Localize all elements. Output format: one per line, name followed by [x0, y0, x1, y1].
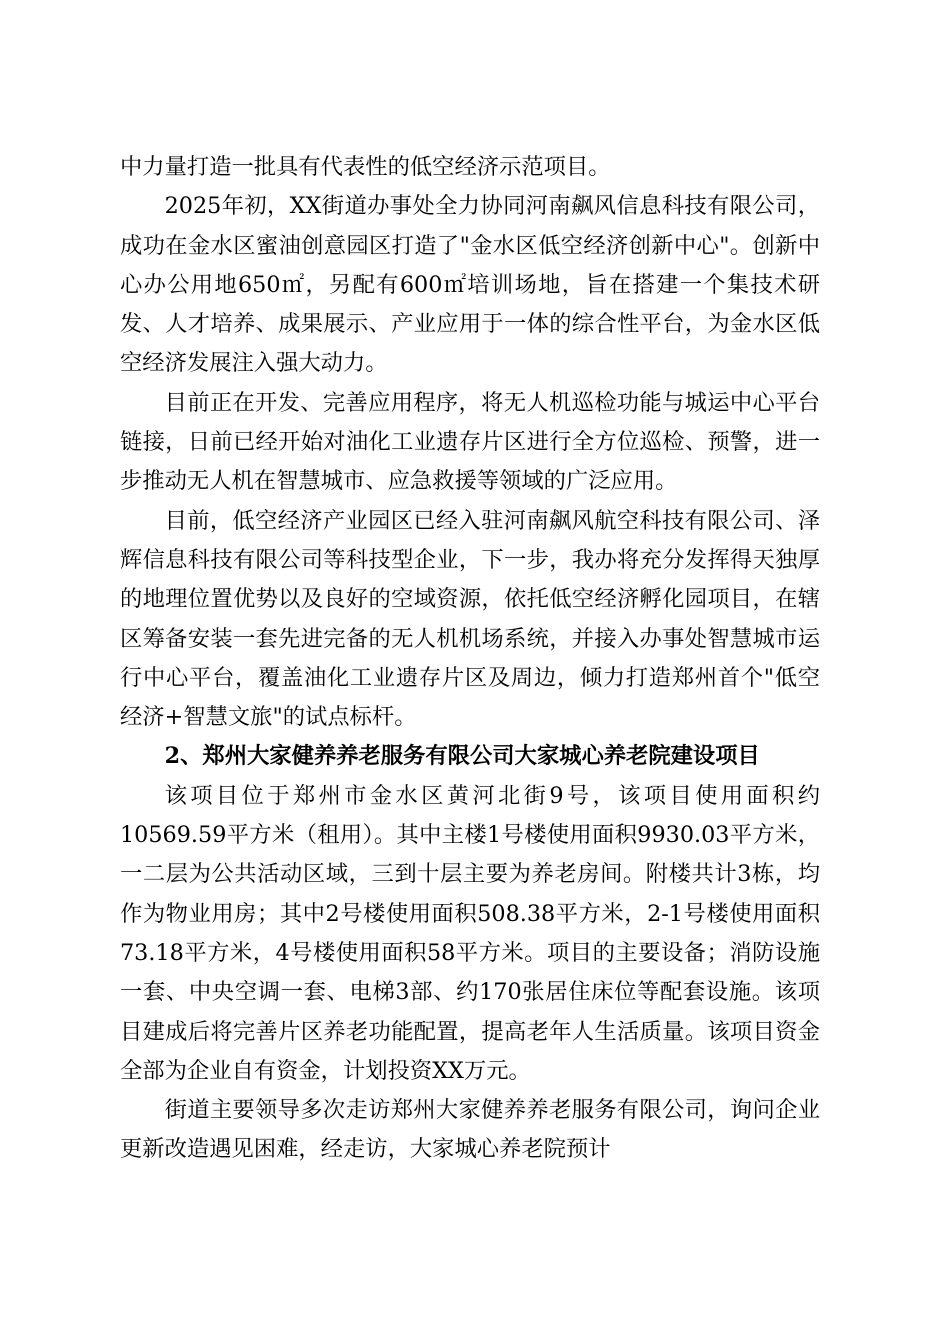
paragraph-leadership-visit: 街道主要领导多次走访郑州大家健养养老服务有限公司，询问企业更新改造遇见困难，经走访，大家城心养老院预计: [120, 1097, 820, 1163]
document-page: [120, 148, 820, 1170]
paragraph-industrial-park: 目前，低空经济产业园区已经入驻河南飙风航空科技有限公司、泽辉信息科技有限公司等科技型企业，下一步，我办将充分发挥得天独厚的地理位置优势以及良好的空域资源，依托低空经济孵化园项目，在辖区筹备安装一套先进完备的无人机机场系统，并接入办事处智慧城市运行中心平台，覆盖油化工业遗存片区及周边，倾力打造郑州首个"低空经济+智慧文旅"的试点标杆。: [120, 507, 820, 731]
paragraph-continuation: 中力量打造一批具有代表性的低空经济示范项目。: [120, 154, 611, 180]
paragraph-drone-app: 目前正在开发、完善应用程序，将无人机巡检功能与城运中心平台链接，日前已经开始对油化工业遗存片区进行全方位巡检、预警，进一步推动无人机在智慧城市、应急救援等领域的广泛应用。: [120, 389, 820, 495]
section-heading-elderly-care: 2、郑州大家健养养老服务有限公司大家城心养老院建设项目: [164, 743, 760, 770]
paragraph-project-details: 该项目位于郑州市金水区黄河北街9号，该项目使用面积约10569.59平方米（租用）。其中主楼1号楼使用面积9930.03平方米，一二层为公共活动区域，三到十层主要为养老房间。附楼共计3栋，均作为物业用房；其中2号楼使用面积508.38平方米，2-1号楼使用面积73.18平方米，4号楼使用面积58平方米。项目的主要设备；消防设施一套、中央空调一套、电梯3部、约170张居住床位等配套设施。该项目建成后将完善片区养老功能配置，提高老年人生活质量。该项目资金全部为企业自有资金，计划投资XX万元。: [120, 782, 820, 1084]
paragraph-innovation-center: 2025年初，XX街道办事处全力协同河南飙风信息科技有限公司，成功在金水区蜜油创意园区打造了"金水区低空经济创新中心"。创新中心办公用地650㎡，另配有600㎡培训场地，旨在搭建一个集技术研发、人才培养、成果展示、产业应用于一体的综合性平台，为金水区低空经济发展注入强大动力。: [120, 193, 820, 377]
